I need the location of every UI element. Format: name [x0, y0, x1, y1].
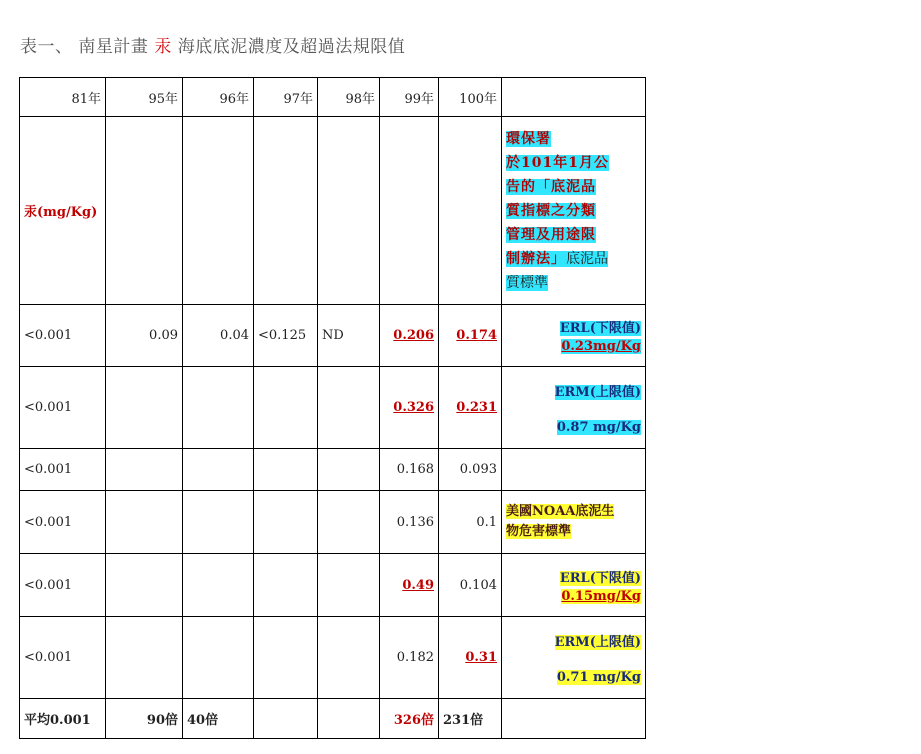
noaa-title-cell	[502, 491, 646, 554]
epa-note-line: 質指標之分類	[506, 202, 596, 219]
noaa-erm-label: ERM(上限值)	[554, 634, 641, 650]
summary-row	[20, 699, 646, 739]
exceed-value: 0.326	[393, 400, 434, 415]
epa-erm-cell	[502, 367, 646, 449]
noaa-title-line: 美國NOAA底泥生	[506, 504, 615, 519]
table-row	[20, 367, 646, 449]
table-cell: 0.168	[380, 449, 439, 491]
mercury-table	[19, 77, 646, 739]
table-cell: 0.1	[439, 491, 502, 554]
exceed-value: 0.174	[456, 328, 497, 343]
noaa-erm-cell	[502, 617, 646, 699]
table-cell: 0.136	[380, 491, 439, 554]
noaa-title-line: 物危害標準	[506, 524, 572, 539]
table-cell: ND	[318, 305, 380, 367]
header-row	[20, 78, 646, 117]
epa-note-line: 告的「底泥品	[506, 178, 596, 195]
epa-erm-label: ERM(上限值)	[554, 384, 641, 400]
epa-note-tail2: 質標準	[506, 274, 548, 291]
title-element: 汞	[154, 37, 172, 57]
header-cell: 100年	[439, 78, 502, 117]
header-cell	[502, 78, 646, 117]
header-cell: 81年	[20, 78, 106, 117]
table-cell: <0.001	[20, 305, 106, 367]
header-cell: 99年	[380, 78, 439, 117]
table-cell: 0.093	[439, 449, 502, 491]
noaa-erl-value: 0.15mg/Kg	[561, 588, 641, 604]
table-cell: 0.182	[380, 617, 439, 699]
epa-note-cell	[502, 117, 646, 305]
epa-erl-label: ERL(下限值)	[559, 321, 641, 336]
table-cell: 0.04	[183, 305, 254, 367]
table-title	[20, 32, 405, 57]
table-row	[20, 305, 646, 367]
summary-cell: 平均0.001	[20, 699, 106, 739]
epa-note	[506, 127, 641, 295]
exceed-value: 0.206	[393, 328, 434, 343]
header-cell: 95年	[106, 78, 183, 117]
table-cell: <0.001	[20, 449, 106, 491]
row-label-cell	[20, 117, 106, 305]
table-cell: <0.001	[20, 491, 106, 554]
exceed-value: 0.231	[456, 400, 497, 415]
table-cell: <0.125	[254, 305, 318, 367]
noaa-erl-label: ERL(下限值)	[559, 570, 641, 586]
table-row	[20, 491, 646, 554]
table-cell: 0.09	[106, 305, 183, 367]
summary-cell: 326倍	[393, 713, 434, 728]
epa-erl-value: 0.23mg/Kg	[561, 339, 641, 354]
noaa-erl-cell	[502, 554, 646, 617]
epa-note-line: 於101年1月公	[506, 154, 609, 171]
table-cell: <0.001	[20, 554, 106, 617]
header-cell: 98年	[318, 78, 380, 117]
title-suffix: 海底底泥濃度及超過法規限值	[177, 37, 406, 57]
table-cell: 0.104	[439, 554, 502, 617]
noaa-title	[506, 502, 641, 542]
epa-note-tail: 底泥品	[566, 250, 608, 267]
title-prefix: 表一、 南星計畫	[20, 37, 149, 57]
epa-note-line: 管理及用途限	[506, 226, 596, 243]
summary-cell: 40倍	[183, 699, 254, 739]
header-cell: 96年	[183, 78, 254, 117]
table-row	[20, 554, 646, 617]
table-cell: <0.001	[20, 617, 106, 699]
summary-cell: 231倍	[439, 699, 502, 739]
table-row	[20, 617, 646, 699]
table-row	[20, 449, 646, 491]
noaa-erm-value: 0.71 mg/Kg	[556, 669, 641, 685]
epa-erl-cell	[502, 305, 646, 367]
table-cell: <0.001	[20, 367, 106, 449]
epa-note-line: 環保署	[506, 130, 551, 147]
header-cell: 97年	[254, 78, 318, 117]
summary-cell: 90倍	[106, 699, 183, 739]
row-label: 汞(mg/Kg)	[24, 205, 98, 220]
exceed-value: 0.31	[465, 650, 497, 665]
epa-erm-value: 0.87 mg/Kg	[556, 419, 641, 435]
label-row	[20, 117, 646, 305]
epa-note-line: 制辦法」	[506, 250, 566, 267]
exceed-value: 0.49	[402, 577, 434, 593]
